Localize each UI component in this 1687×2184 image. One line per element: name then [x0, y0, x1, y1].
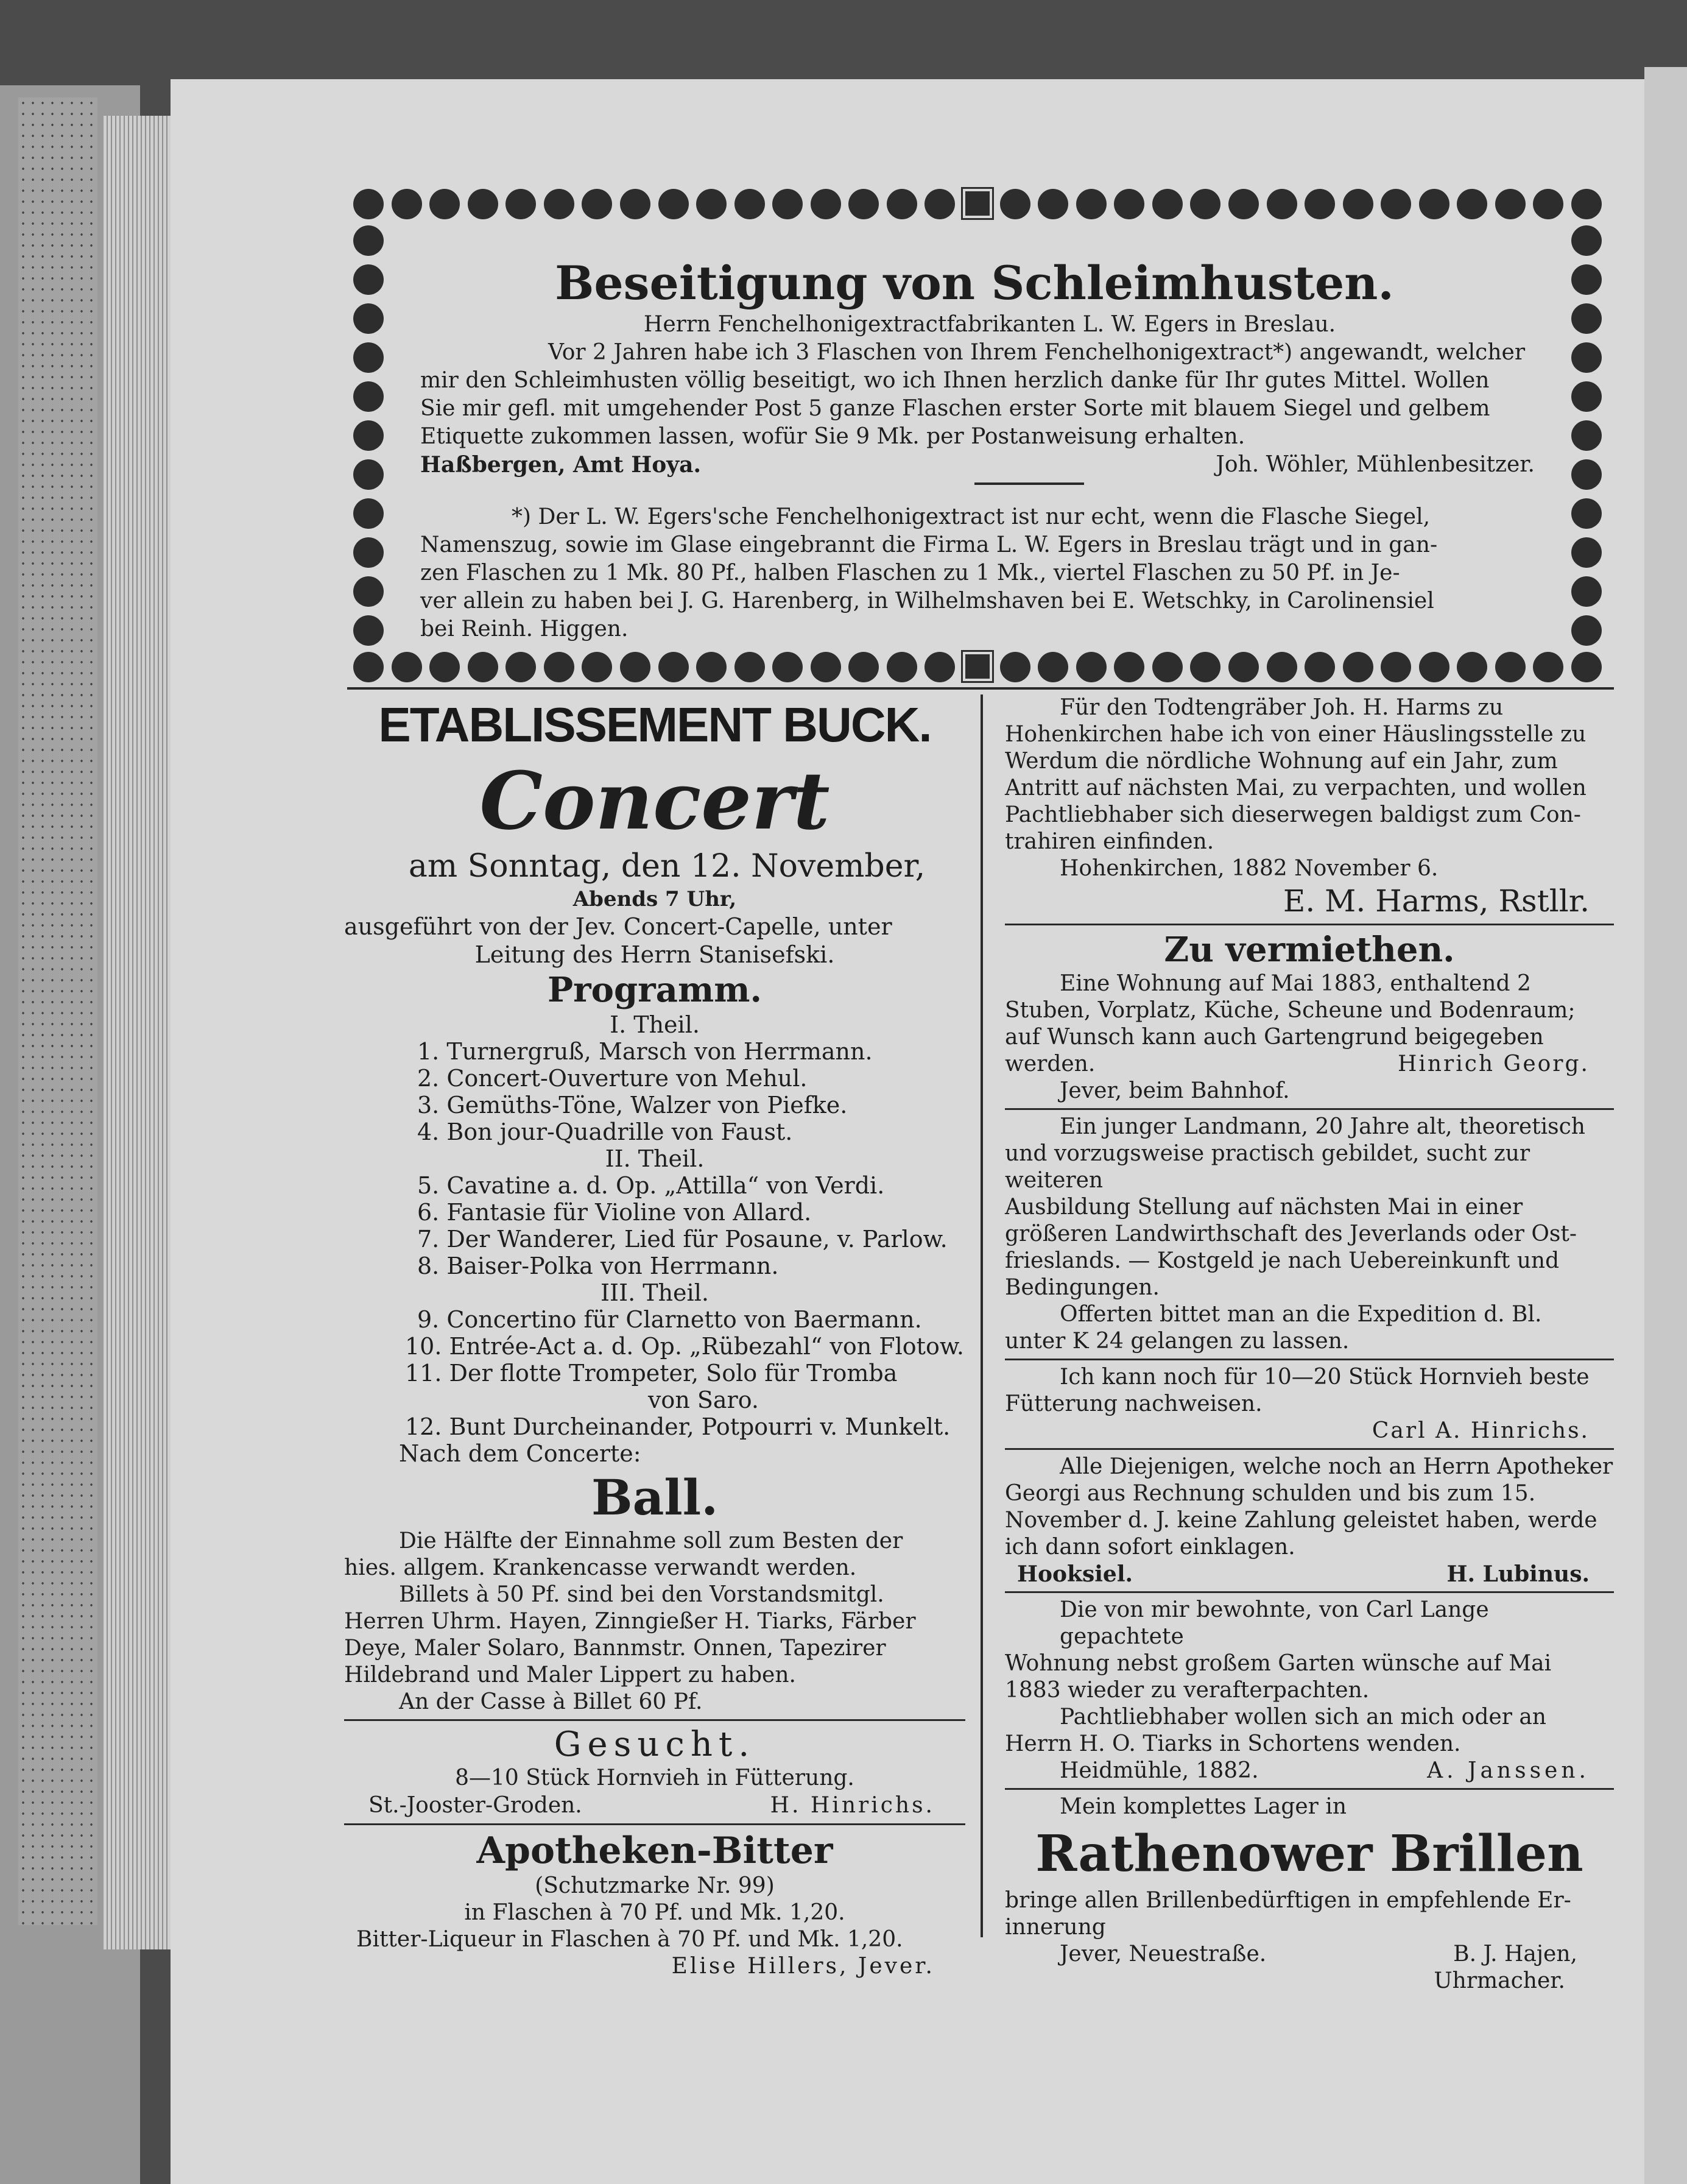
ball-text	[344, 1528, 965, 1716]
frame-ornament	[353, 576, 384, 607]
frame-ornament	[1000, 652, 1030, 682]
lange-line: Wohnung nebst großem Garten wünsche auf Mai	[1005, 1651, 1552, 1676]
vermiethen-ad	[1005, 929, 1614, 1104]
ad-footnote-line: *) Der L. W. Egers'sche Fenchelhonigextract ist nur echt, wenn die Flasche Siegel,	[512, 504, 1431, 529]
lange-place: Heidmühle, 1882.	[1060, 1758, 1259, 1783]
frame-ornament	[582, 652, 612, 682]
concert-leitung: Leitung des Herrn Stanisefski.	[474, 941, 835, 968]
frame-left-dots	[353, 225, 384, 646]
frame-ornament	[1381, 189, 1411, 219]
apotheker-signer: H. Lubinus.	[1446, 1561, 1590, 1587]
part-heading: II. Theil.	[605, 1145, 705, 1172]
frame-ornament	[1571, 498, 1602, 529]
program-item: 4. Bon jour-Quadrille von Faust.	[417, 1119, 793, 1145]
frame-ornament	[1381, 652, 1411, 682]
frame-ornament	[353, 342, 384, 373]
landmann-line: Offerten bittet man an die Expedition d. Bl.	[1060, 1302, 1542, 1327]
harms-line: Werdum die nördliche Wohnung auf ein Jahr, zum	[1005, 749, 1558, 774]
frame-right-dots	[1571, 225, 1602, 646]
apotheken-heading: Apotheken-Bitter	[476, 1829, 833, 1872]
hornvieh-signer: Carl A. Hinrichs.	[1372, 1418, 1590, 1443]
frame-ornament	[1571, 225, 1602, 256]
part-heading: I. Theil.	[610, 1011, 700, 1038]
ad-divider	[974, 482, 1084, 485]
gesucht-footer	[344, 1792, 965, 1820]
ad-place: Haßbergen, Amt Hoya.	[420, 452, 702, 478]
frame-ornament	[1076, 189, 1107, 219]
frame-ornament	[1571, 420, 1602, 451]
frame-ornament	[1267, 189, 1297, 219]
frame-ornament	[620, 189, 650, 219]
frame-ornament	[1343, 652, 1373, 682]
frame-ornament	[848, 652, 879, 682]
frame-ornament	[1571, 537, 1602, 568]
frame-ornament	[353, 652, 384, 682]
landmann-line: und vorzugsweise practisch gebildet, sucht zur weiteren	[1005, 1141, 1530, 1193]
concert-heading: Concert	[479, 754, 830, 847]
brillen-signer: B. J. Hajen,	[1453, 1942, 1577, 1967]
frame-ornament	[848, 189, 879, 219]
program-item: 5. Cavatine a. d. Op. „Attilla“ von Verdi.	[417, 1172, 885, 1199]
right-column	[1005, 694, 1614, 1995]
frame-ornament	[1267, 652, 1297, 682]
right-divider	[1005, 1591, 1614, 1593]
harms-line: Hohenkirchen habe ich von einer Häuslingsstelle zu	[1005, 722, 1587, 747]
frame-ornament	[353, 537, 384, 568]
left-divider	[344, 1719, 965, 1721]
part-heading: III. Theil.	[600, 1279, 709, 1306]
vermiethen-line: Stuben, Vorplatz, Küche, Scheune und Bodenraum;	[1005, 998, 1576, 1023]
frame-ornament	[1571, 342, 1602, 373]
frame-ornament	[1000, 189, 1030, 219]
landmann-line: unter K 24 gelangen zu lassen.	[1005, 1329, 1350, 1354]
harms-line: Antritt auf nächsten Mai, zu verpachten, und wollen	[1005, 776, 1587, 800]
frame-ornament	[811, 652, 841, 682]
gesucht-heading: Gesucht.	[554, 1725, 756, 1764]
frame-ornament	[734, 652, 765, 682]
concert-time: Abends 7 Uhr,	[572, 887, 737, 911]
frame-ornament	[353, 615, 384, 646]
frame-ornament	[1228, 652, 1259, 682]
frame-ornament	[1038, 652, 1068, 682]
frame-ornament	[1457, 189, 1487, 219]
ad-line: Vor 2 Jahren habe ich 3 Flaschen von Ihrem Fenchelhonigextract*) angewandt, welcher	[548, 340, 1526, 365]
right-divider	[1005, 1788, 1614, 1790]
ball-line: An der Casse à Billet 60 Pf.	[399, 1689, 703, 1714]
frame-ornament	[1419, 189, 1449, 219]
frame-ornament	[468, 652, 498, 682]
ad-line: Herrn Fenchelhonigextractfabrikanten L. W. Egers in Breslau.	[643, 312, 1336, 337]
vermiethen-signer: Hinrich Georg.	[1397, 1051, 1590, 1076]
frame-ornament	[925, 189, 955, 219]
frame-ornament	[963, 652, 992, 681]
lange-line: Die von mir bewohnte, von Carl Lange gepachtete	[1060, 1597, 1489, 1649]
landmann-line: größeren Landwirthschaft des Jeverlands oder Ost-	[1005, 1221, 1577, 1246]
harms-ad	[1005, 694, 1614, 920]
ad-body	[420, 311, 1559, 643]
ad-footnote-line: zen Flaschen zu 1 Mk. 80 Pf., halben Flaschen zu 1 Mk., viertel Flaschen zu 50 Pf. in Je-	[420, 560, 1400, 585]
ball-line: Deye, Maler Solaro, Bannmstr. Onnen, Tapezirer	[344, 1636, 886, 1661]
ad-line: Etiquette zukommen lassen, wofür Sie 9 Mk. per Postanweisung erhalten.	[420, 424, 1245, 449]
frame-ornament	[696, 652, 727, 682]
ball-line: Die Hälfte der Einnahme soll zum Besten der	[399, 1528, 903, 1553]
harms-line: Für den Todtengräber Joh. H. Harms zu	[1060, 695, 1504, 720]
hornvieh-ad	[1005, 1364, 1614, 1444]
frame-ornament	[925, 652, 955, 682]
frame-ornament	[1495, 652, 1526, 682]
concert-performer: ausgeführt von der Jev. Concert-Capelle, unter	[344, 913, 892, 940]
frame-ornament	[353, 420, 384, 451]
program-item: 7. Der Wanderer, Lied für Posaune, v. Parlow.	[417, 1226, 948, 1253]
frame-ornament	[392, 652, 422, 682]
landmann-line: Ausbildung Stellung auf nächsten Mai in einer	[1005, 1195, 1523, 1220]
right-divider	[1005, 924, 1614, 925]
lange-ad	[1005, 1597, 1614, 1784]
landmann-ad	[1005, 1114, 1614, 1355]
ad-line: mir den Schleimhusten völlig beseitigt, wo ich Ihnen herzlich danke für Ihr gutes Mittel. Wollen	[420, 368, 1490, 393]
scan-speckle	[18, 97, 97, 1925]
lange-line: Herrn H. O. Tiarks in Schortens wenden.	[1005, 1731, 1461, 1756]
brillen-ad	[1005, 1793, 1614, 1995]
ad-footnote-line: bei Reinh. Higgen.	[420, 617, 629, 641]
brillen-line: bringe allen Brillenbedürftigen in empfehlende Er-	[1005, 1888, 1571, 1913]
harms-line: trahiren einfinden.	[1005, 829, 1214, 854]
frame-ornament	[429, 189, 460, 219]
apotheker-ad	[1005, 1454, 1614, 1588]
book-page-edges	[104, 116, 171, 1949]
frame-ornament	[696, 189, 727, 219]
apotheker-line: Georgi aus Rechnung schulden und bis zum 15.	[1005, 1481, 1536, 1506]
frame-ornament	[392, 189, 422, 219]
apotheker-line: November d. J. keine Zahlung geleistet haben, werde	[1005, 1508, 1597, 1533]
frame-ornament	[429, 652, 460, 682]
brillen-intro: Mein komplettes Lager in	[1060, 1794, 1347, 1819]
hornvieh-line: Ich kann noch für 10—20 Stück Hornvieh beste	[1060, 1365, 1590, 1390]
ad-footnote-line: ver allein zu haben bei J. G. Harenberg, in Wilhelmshaven bei E. Wetschky, in Carolinensiel	[420, 588, 1434, 613]
gesucht-text: 8—10 Stück Hornvieh in Fütterung.	[455, 1765, 854, 1790]
frame-ornament	[1571, 576, 1602, 607]
ad-line: Sie mir gefl. mit umgehender Post 5 ganze Flaschen erster Sorte mit blauem Siegel und gelbem	[420, 396, 1490, 421]
etablissement-heading: ETABLISSEMENT BUCK.	[378, 698, 931, 752]
frame-ornament	[353, 459, 384, 490]
frame-ornament	[734, 189, 765, 219]
ad-footnote-line: Namenszug, sowie im Glase eingebrannt die Firma L. W. Egers in Breslau trägt und in gan-	[420, 532, 1438, 557]
frame-ornament	[1571, 189, 1602, 219]
vermiethen-place: Jever, beim Bahnhof.	[1060, 1078, 1290, 1103]
frame-ornament	[1114, 652, 1144, 682]
frame-bottom-dots	[353, 652, 1602, 682]
lange-line: 1883 wieder zu verafterpachten.	[1005, 1678, 1370, 1703]
vermiethen-line: werden.	[1005, 1051, 1096, 1076]
frame-ornament	[1533, 652, 1563, 682]
frame-ornament	[1571, 381, 1602, 412]
ball-heading: Ball.	[591, 1469, 719, 1526]
frame-ornament	[963, 189, 992, 218]
hornvieh-line: Fütterung nachweisen.	[1005, 1391, 1263, 1416]
frame-ornament	[772, 189, 803, 219]
frame-ornament	[1571, 459, 1602, 490]
frame-ornament	[505, 652, 536, 682]
frame-ornament	[1343, 189, 1373, 219]
ball-line: Hildebrand und Maler Lippert zu haben.	[344, 1663, 796, 1687]
program-item: 6. Fantasie für Violine von Allard.	[417, 1199, 812, 1226]
frame-ornament	[1457, 652, 1487, 682]
harms-date: Hohenkirchen, 1882 November 6.	[1060, 856, 1439, 881]
programm-heading: Programm.	[548, 970, 762, 1010]
frame-ornament	[505, 189, 536, 219]
frame-ornament	[353, 189, 384, 219]
frame-ornament	[353, 225, 384, 256]
program-item: 3. Gemüths-Töne, Walzer von Piefke.	[417, 1092, 848, 1119]
frame-ornament	[1571, 303, 1602, 334]
frame-top-dots	[353, 189, 1602, 219]
frame-ornament	[1152, 189, 1183, 219]
gesucht-signer: H. Hinrichs.	[770, 1793, 935, 1818]
frame-ornament	[1533, 189, 1563, 219]
frame-ornament	[658, 652, 689, 682]
ball-line: Herren Uhrm. Hayen, Zinngießer H. Tiarks, Färber	[344, 1609, 916, 1634]
brillen-place: Jever, Neuestraße.	[1060, 1942, 1267, 1967]
landmann-line: frieslands. — Kostgeld je nach Uebereinkunft und	[1005, 1248, 1560, 1273]
apotheker-line: Alle Diejenigen, welche noch an Herrn Apotheker	[1060, 1454, 1613, 1479]
harms-line: Pachtliebhaber sich dieserwegen baldigst zum Con-	[1005, 802, 1581, 827]
frame-ornament	[1495, 189, 1526, 219]
frame-ornament	[468, 189, 498, 219]
frame-ornament	[1419, 652, 1449, 682]
landmann-line: Ein junger Landmann, 20 Jahre alt, theoretisch	[1060, 1114, 1585, 1139]
gesucht-place: St.-Jooster-Groden.	[368, 1793, 582, 1818]
frame-ornament	[582, 189, 612, 219]
frame-ornament	[1190, 189, 1220, 219]
program-item: 12. Bunt Durcheinander, Potpourri v. Munkelt.	[405, 1413, 951, 1440]
apotheken-line: in Flaschen à 70 Pf. und Mk. 1,20.	[464, 1900, 845, 1925]
ball-line: hies. allgem. Krankencasse verwandt werden.	[344, 1555, 857, 1580]
frame-ornament	[887, 652, 917, 682]
frame-ornament	[1190, 652, 1220, 682]
column-divider	[981, 694, 983, 1937]
right-divider	[1005, 1448, 1614, 1450]
vermiethen-line: auf Wunsch kann auch Gartengrund beigegeben	[1005, 1025, 1544, 1050]
apotheken-line: (Schutzmarke Nr. 99)	[535, 1873, 775, 1898]
frame-ornament	[353, 381, 384, 412]
lange-line: Pachtliebhaber wollen sich an mich oder an	[1060, 1705, 1546, 1730]
apotheker-line: ich dann sofort einklagen.	[1005, 1535, 1295, 1560]
frame-ornament	[1305, 189, 1335, 219]
frame-ornament	[1038, 189, 1068, 219]
frame-ornament	[1152, 652, 1183, 682]
frame-ornament	[811, 189, 841, 219]
concert-date: am Sonntag, den 12. November,	[408, 848, 926, 885]
program-part	[344, 1011, 965, 1145]
frame-ornament	[887, 189, 917, 219]
left-column	[344, 694, 965, 1980]
frame-ornament	[1114, 189, 1144, 219]
frame-ornament	[772, 652, 803, 682]
program-item: von Saro.	[647, 1387, 759, 1413]
frame-ornament	[1571, 264, 1602, 295]
brillen-signer-role: Uhrmacher.	[1434, 1968, 1565, 1993]
frame-ornament	[1571, 615, 1602, 646]
ball-line: Billets à 50 Pf. sind bei den Vorstandsmitgl.	[399, 1582, 884, 1607]
program-item: 11. Der flotte Trompeter, Solo für Tromba	[405, 1360, 898, 1387]
frame-ornament	[353, 498, 384, 529]
program-item: 10. Entrée-Act a. d. Op. „Rübezahl“ von Flotow.	[405, 1333, 964, 1360]
right-divider	[1005, 1108, 1614, 1110]
apotheken-line: Bitter-Liqueur in Flaschen à 70 Pf. und Mk. 1,20.	[356, 1927, 903, 1952]
lange-signer: A. Janssen.	[1427, 1758, 1590, 1783]
frame-ornament	[658, 189, 689, 219]
program-item: 2. Concert-Ouverture von Mehul.	[417, 1065, 808, 1092]
frame-ornament	[544, 189, 574, 219]
program-part	[344, 1279, 965, 1440]
left-divider	[344, 1823, 965, 1825]
frame-ornament	[544, 652, 574, 682]
frame-ornament	[1571, 652, 1602, 682]
apotheker-place: Hooksiel.	[1017, 1561, 1133, 1587]
vermiethen-line: Eine Wohnung auf Mai 1883, enthaltend 2	[1060, 971, 1531, 996]
program-item: 8. Baiser-Polka von Herrmann.	[417, 1253, 779, 1279]
vermiethen-heading: Zu vermiethen.	[1164, 930, 1455, 970]
landmann-line: Bedingungen.	[1005, 1275, 1160, 1300]
brillen-title: Rathenower Brillen	[1035, 1825, 1583, 1883]
apotheken-signer: Elise Hillers, Jever.	[671, 1954, 935, 1979]
frame-ornament	[1228, 189, 1259, 219]
frame-ornament	[353, 264, 384, 295]
frame-ornament	[620, 652, 650, 682]
program-item: 1. Turnergruß, Marsch von Herrmann.	[417, 1038, 873, 1065]
next-page-edge	[1644, 67, 1687, 2184]
harms-signer: E. M. Harms, Rstllr.	[1283, 883, 1590, 919]
program-part	[344, 1145, 965, 1279]
frame-ornament	[1076, 652, 1107, 682]
ad-title: Beseitigung von Schleimhusten.	[555, 256, 1394, 310]
ad-signer: Joh. Wöhler, Mühlenbesitzer.	[1216, 452, 1535, 477]
section-divider	[347, 687, 1614, 690]
after-concert: Nach dem Concerte:	[399, 1440, 641, 1467]
right-divider	[1005, 1359, 1614, 1360]
frame-ornament	[353, 303, 384, 334]
program-item: 9. Concertino für Clarnetto von Baermann.	[417, 1306, 922, 1333]
frame-ornament	[1305, 652, 1335, 682]
brillen-line: innerung	[1005, 1915, 1106, 1940]
